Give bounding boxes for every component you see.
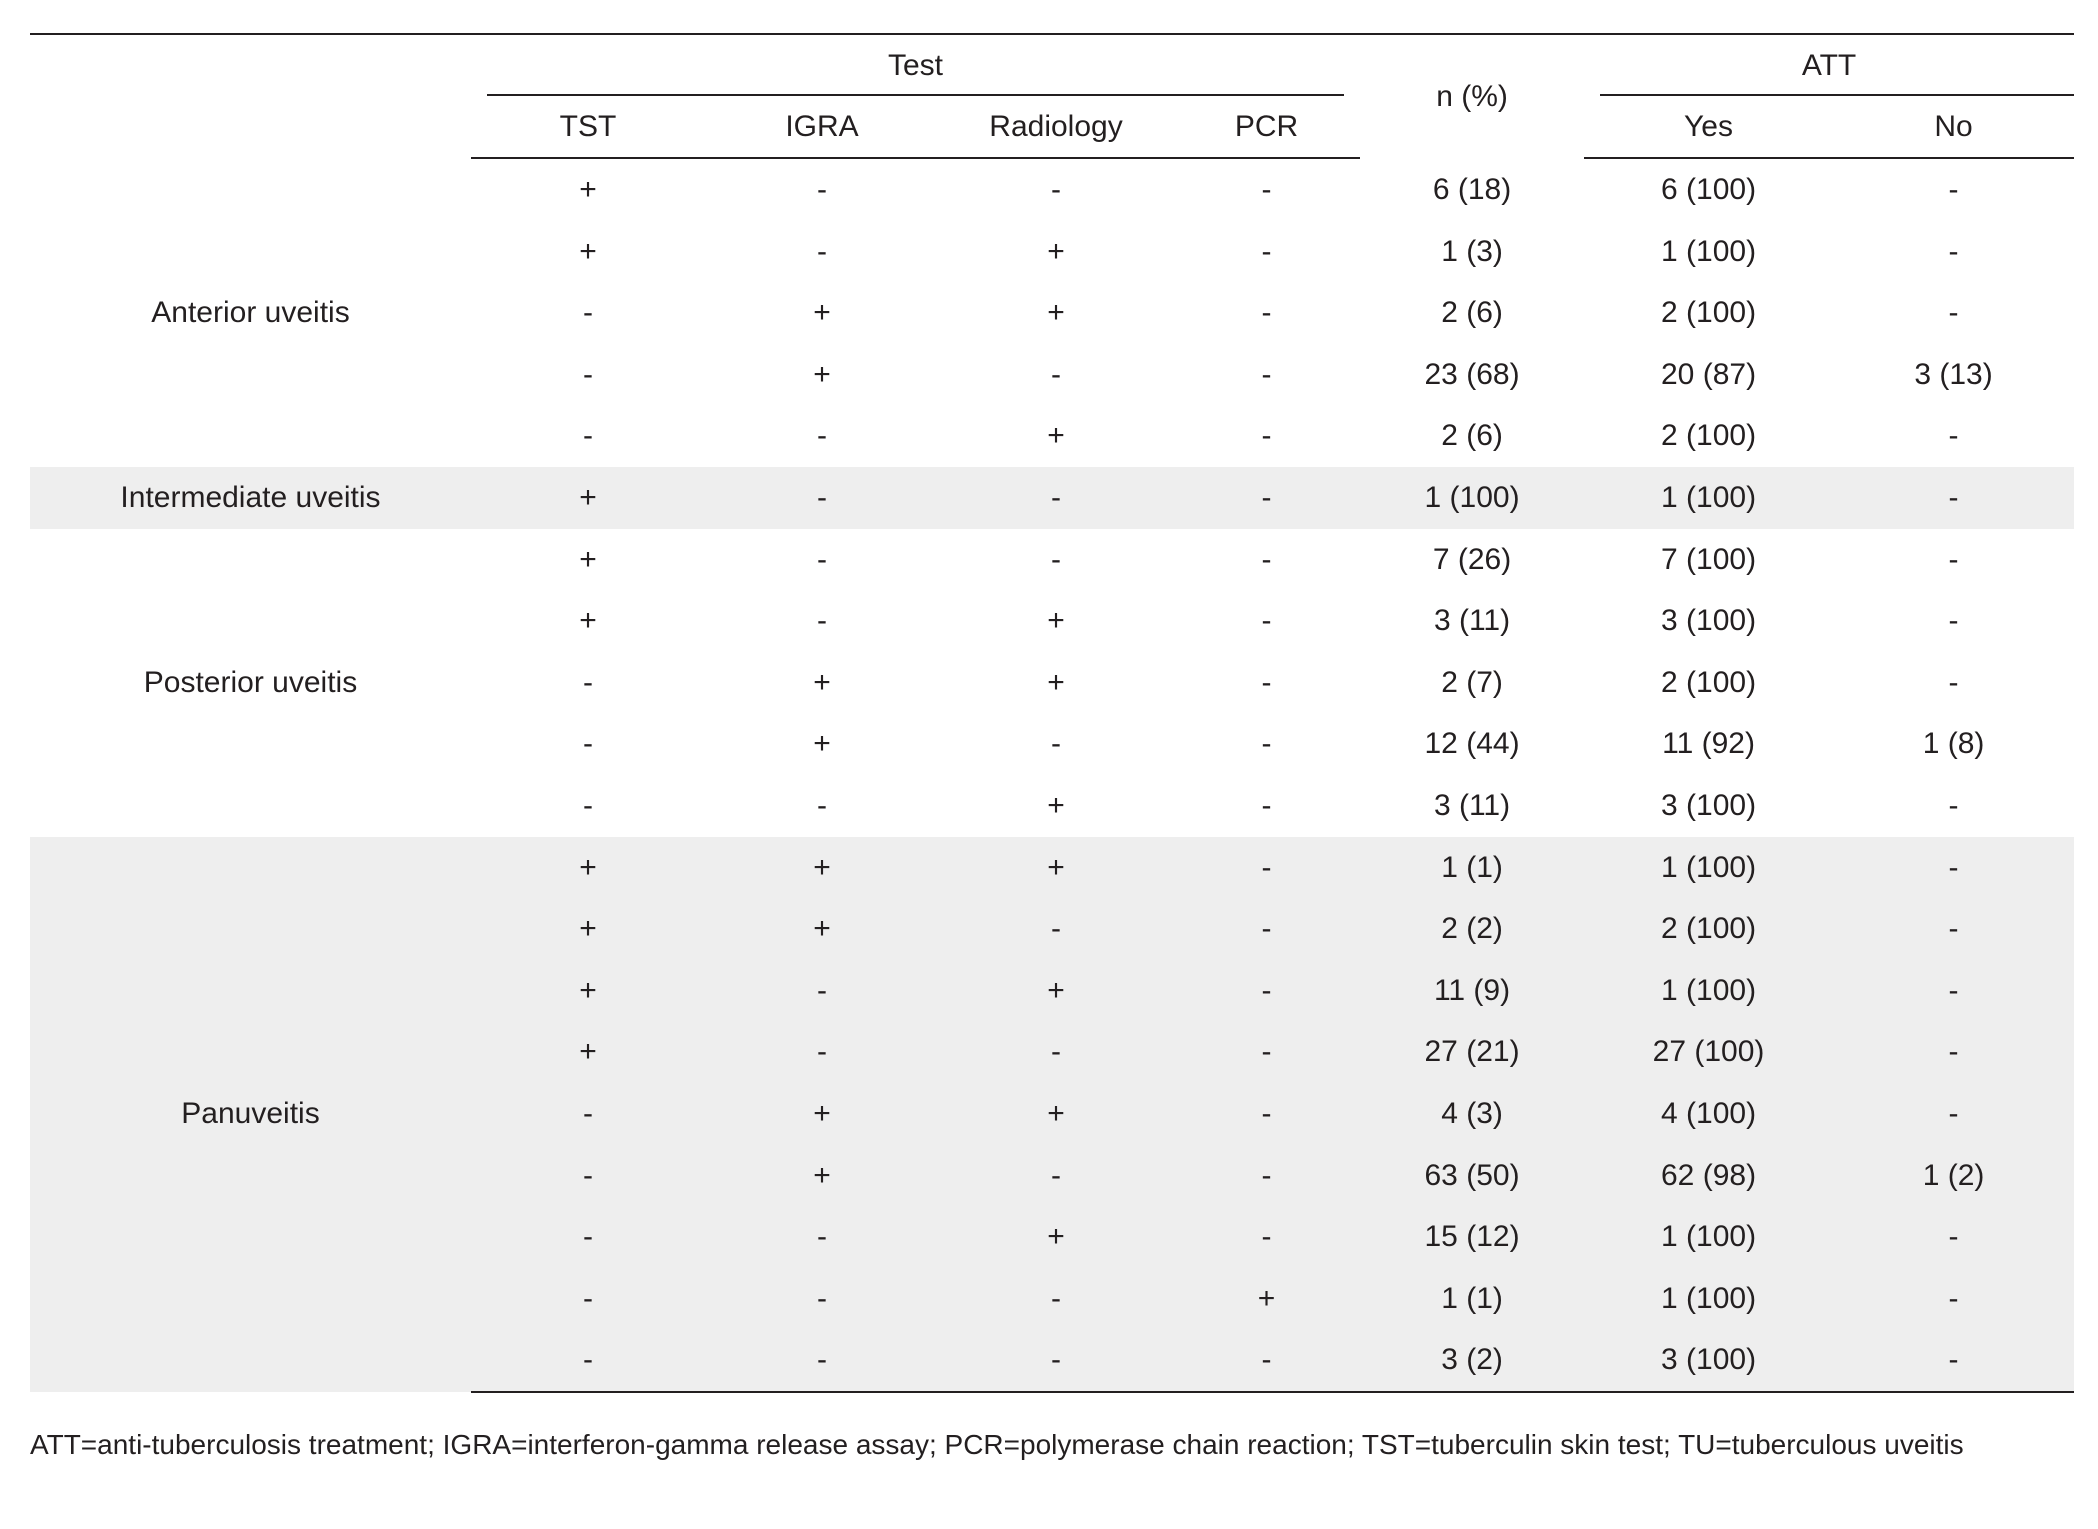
header-att-no: No bbox=[1833, 96, 2074, 158]
cell-pcr: - bbox=[1261, 665, 1272, 699]
cell-tst: + bbox=[471, 837, 705, 899]
cell-tst: + bbox=[471, 960, 705, 1022]
cell-pcr: - bbox=[1173, 467, 1360, 529]
cell-tst: - bbox=[471, 1268, 705, 1330]
cell-no: - bbox=[1833, 898, 2074, 960]
cell-igra: + bbox=[705, 837, 939, 899]
cell-tst: + bbox=[579, 234, 597, 268]
cell-tst: - bbox=[583, 419, 593, 453]
cell-yes: 1 (100) bbox=[1584, 1268, 1833, 1330]
cell-n: 2 (7) bbox=[1441, 665, 1503, 699]
cell-pcr: - bbox=[1261, 357, 1272, 391]
cell-radiology: - bbox=[939, 1329, 1173, 1392]
cell-yes: 11 (92) bbox=[1662, 727, 1755, 761]
cell-yes: 7 (100) bbox=[1661, 542, 1757, 576]
cell-igra: + bbox=[705, 898, 939, 960]
cell-igra: - bbox=[705, 1268, 939, 1330]
cell-radiology: + bbox=[1047, 234, 1065, 268]
cell-igra: - bbox=[705, 1329, 939, 1392]
cell-radiology: - bbox=[939, 467, 1173, 529]
cell-pcr: - bbox=[1261, 788, 1272, 822]
cell-tst: + bbox=[471, 898, 705, 960]
cell-n: 1 (1) bbox=[1360, 1268, 1584, 1330]
cell-no: - bbox=[1833, 1268, 2074, 1330]
table-row bbox=[30, 158, 2074, 221]
header-igra: IGRA bbox=[705, 96, 939, 158]
header-row-1 bbox=[30, 34, 2074, 96]
cell-radiology: + bbox=[1047, 665, 1065, 699]
cell-yes: 1 (100) bbox=[1584, 467, 1833, 529]
cell-n: 6 (18) bbox=[1432, 172, 1512, 206]
table-row bbox=[30, 529, 2074, 591]
cell-n: 3 (11) bbox=[1433, 788, 1511, 822]
cell-radiology: + bbox=[1047, 296, 1065, 330]
table-row bbox=[30, 837, 2074, 899]
cell-no: - bbox=[1833, 1021, 2074, 1083]
cell-tst: - bbox=[583, 727, 593, 761]
cell-igra: + bbox=[813, 296, 831, 330]
cell-yes: 4 (100) bbox=[1584, 1083, 1833, 1145]
cell-igra: - bbox=[705, 1206, 939, 1268]
cell-yes: 3 (100) bbox=[1661, 788, 1757, 822]
cell-pcr: - bbox=[1173, 1083, 1360, 1145]
cell-igra: - bbox=[705, 960, 939, 1022]
cell-no: - bbox=[1948, 788, 1959, 822]
cell-tst: - bbox=[583, 788, 593, 822]
cell-igra: + bbox=[705, 1083, 939, 1145]
cell-tst: - bbox=[583, 357, 593, 391]
cell-no: - bbox=[1833, 837, 2074, 899]
cell-radiology: - bbox=[1051, 542, 1061, 576]
cell-n: 2 (2) bbox=[1360, 898, 1584, 960]
cell-pcr: - bbox=[1261, 419, 1272, 453]
header-n-pct: n (%) bbox=[1360, 34, 1584, 158]
cell-pcr: - bbox=[1173, 960, 1360, 1022]
cell-no: - bbox=[1948, 419, 1959, 453]
cell-n: 1 (100) bbox=[1360, 467, 1584, 529]
table-row bbox=[30, 467, 2074, 529]
cell-no: - bbox=[1948, 665, 1959, 699]
cell-igra: - bbox=[705, 1021, 939, 1083]
cell-radiology: + bbox=[1047, 419, 1065, 453]
cell-radiology: + bbox=[939, 1206, 1173, 1268]
cell-radiology: - bbox=[939, 1021, 1173, 1083]
cell-radiology: + bbox=[1047, 788, 1065, 822]
cell-tst: + bbox=[471, 1021, 705, 1083]
cell-pcr: - bbox=[1261, 727, 1272, 761]
cell-pcr: - bbox=[1173, 898, 1360, 960]
cell-radiology: + bbox=[939, 837, 1173, 899]
cell-tst: + bbox=[579, 604, 597, 638]
cell-no: - bbox=[1833, 1329, 2074, 1392]
cell-n: 15 (12) bbox=[1360, 1206, 1584, 1268]
cell-n: 1 (3) bbox=[1441, 234, 1503, 268]
cell-igra: + bbox=[813, 665, 831, 699]
cell-radiology: - bbox=[939, 898, 1173, 960]
header-pcr: PCR bbox=[1173, 96, 1360, 158]
cell-n: 63 (50) bbox=[1360, 1145, 1584, 1207]
cell-no: - bbox=[1833, 960, 2074, 1022]
cell-igra: - bbox=[705, 467, 939, 529]
results-table bbox=[30, 33, 2074, 1393]
cell-no: 1 (2) bbox=[1833, 1145, 2074, 1207]
cell-igra: - bbox=[817, 173, 827, 206]
cell-yes: 2 (100) bbox=[1584, 898, 1833, 960]
cell-igra: + bbox=[813, 727, 831, 761]
cell-yes: 3 (100) bbox=[1661, 604, 1757, 638]
cell-no: 3 (13) bbox=[1914, 357, 1993, 391]
header-att-yes: Yes bbox=[1584, 96, 1833, 158]
cell-yes: 27 (100) bbox=[1584, 1021, 1833, 1083]
cell-n: 3 (2) bbox=[1360, 1329, 1584, 1392]
cell-n: 23 (68) bbox=[1424, 357, 1520, 391]
cell-n: 1 (1) bbox=[1360, 837, 1584, 899]
cell-pcr: - bbox=[1261, 173, 1272, 206]
header-att-group: ATT bbox=[1584, 34, 2074, 96]
cell-n: 27 (21) bbox=[1360, 1021, 1584, 1083]
cell-pcr: - bbox=[1173, 1329, 1360, 1392]
cell-tst: + bbox=[579, 542, 597, 576]
cell-igra: + bbox=[813, 357, 831, 391]
cell-pcr: - bbox=[1173, 1206, 1360, 1268]
cell-radiology: - bbox=[939, 1268, 1173, 1330]
header-test-group: Test bbox=[471, 34, 1360, 96]
category-label: Anterior uveitis bbox=[151, 295, 350, 329]
cell-no: - bbox=[1833, 1083, 2074, 1145]
cell-radiology: - bbox=[1051, 173, 1061, 206]
cell-tst: + bbox=[471, 467, 705, 529]
cell-pcr: - bbox=[1261, 296, 1272, 330]
cell-igra: - bbox=[817, 419, 827, 453]
cell-no: - bbox=[1948, 296, 1959, 330]
cell-igra: + bbox=[705, 1145, 939, 1207]
cell-tst: + bbox=[579, 173, 597, 206]
cell-pcr: - bbox=[1173, 837, 1360, 899]
cell-yes: 6 (100) bbox=[1661, 173, 1757, 206]
cell-n: 2 (6) bbox=[1441, 296, 1503, 330]
cell-n: 4 (3) bbox=[1360, 1083, 1584, 1145]
cell-igra: - bbox=[817, 604, 827, 638]
category-label: Intermediate uveitis bbox=[30, 467, 471, 529]
cell-no: - bbox=[1948, 542, 1959, 576]
cell-yes: 1 (100) bbox=[1584, 837, 1833, 899]
cell-radiology: + bbox=[939, 1083, 1173, 1145]
cell-n: 11 (9) bbox=[1360, 960, 1584, 1022]
cell-igra: - bbox=[817, 542, 827, 576]
cell-no: - bbox=[1833, 467, 2074, 529]
cell-tst: - bbox=[471, 1145, 705, 1207]
cell-no: - bbox=[1948, 234, 1959, 268]
cell-igra: - bbox=[817, 788, 827, 822]
cell-pcr: - bbox=[1261, 542, 1272, 576]
header-radiology: Radiology bbox=[939, 96, 1173, 158]
cell-tst: - bbox=[471, 1206, 705, 1268]
cell-radiology: + bbox=[939, 960, 1173, 1022]
cell-pcr: - bbox=[1173, 1145, 1360, 1207]
cell-tst: - bbox=[471, 1329, 705, 1392]
cell-yes: 20 (87) bbox=[1661, 357, 1757, 391]
cell-yes: 3 (100) bbox=[1584, 1329, 1833, 1392]
cell-no: - bbox=[1948, 604, 1959, 638]
cell-yes: 2 (100) bbox=[1661, 665, 1757, 699]
table-body bbox=[30, 158, 2074, 1392]
cell-igra: - bbox=[817, 234, 827, 268]
cell-radiology: - bbox=[939, 1145, 1173, 1207]
cell-n: 12 (44) bbox=[1424, 727, 1520, 761]
cell-pcr: - bbox=[1173, 1021, 1360, 1083]
table-footnote: ATT=anti-tuberculosis treatment; IGRA=interferon-gamma release assay; PCR=polymerase chain reaction; TST=tuberculin skin test; TU=tuberculous uveitis bbox=[30, 1429, 1964, 1460]
cell-pcr: + bbox=[1173, 1268, 1360, 1330]
cell-radiology: - bbox=[1051, 727, 1061, 761]
cell-pcr: - bbox=[1261, 234, 1272, 268]
cell-tst: - bbox=[583, 296, 593, 330]
header-tst: TST bbox=[471, 96, 705, 158]
cell-n: 7 (26) bbox=[1432, 542, 1512, 576]
category-label: Panuveitis bbox=[30, 837, 471, 1392]
cell-no: - bbox=[1948, 173, 1959, 206]
cell-no: 1 (8) bbox=[1922, 727, 1985, 761]
cell-yes: 1 (100) bbox=[1584, 960, 1833, 1022]
category-label: Posterior uveitis bbox=[143, 665, 358, 699]
cell-radiology: - bbox=[1051, 357, 1061, 391]
cell-yes: 62 (98) bbox=[1584, 1145, 1833, 1207]
cell-no: - bbox=[1833, 1206, 2074, 1268]
header-blank bbox=[30, 34, 471, 158]
cell-radiology: + bbox=[1047, 604, 1065, 638]
cell-n: 3 (11) bbox=[1433, 604, 1511, 638]
cell-n: 2 (6) bbox=[1441, 419, 1503, 453]
cell-yes: 2 (100) bbox=[1661, 419, 1757, 453]
cell-yes: 1 (100) bbox=[1584, 1206, 1833, 1268]
cell-yes: 1 (100) bbox=[1661, 234, 1757, 268]
cell-tst: - bbox=[471, 1083, 705, 1145]
cell-pcr: - bbox=[1261, 604, 1272, 638]
cell-tst: - bbox=[583, 665, 593, 699]
cell-yes: 2 (100) bbox=[1661, 296, 1757, 330]
